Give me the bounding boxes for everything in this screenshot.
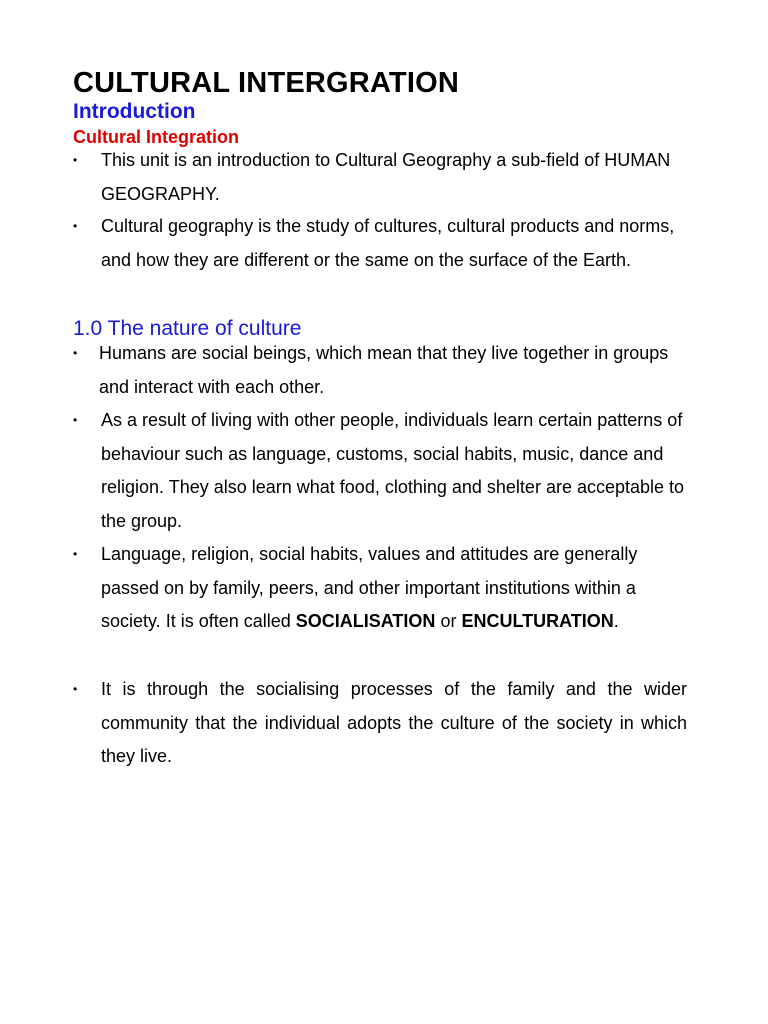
bullet-icon: • bbox=[73, 153, 78, 167]
enculturation-term: ENCULTURATION bbox=[461, 611, 614, 632]
introduction-heading: Introduction bbox=[73, 100, 196, 123]
cultural-integration-subheading: Cultural Integration bbox=[73, 127, 239, 147]
list-item-text: As a result of living with other people, individuals learn certain patterns of behaviour such as language, customs, social habits, music, dance and religion. They also learn what food, clothing and shelter are acceptable to the group. bbox=[101, 410, 685, 532]
list-item-text: Cultural geography is the study of cultures, cultural products and norms, and how they are different or the same on the surface of the Earth. bbox=[101, 216, 675, 270]
socialisation-term: SOCIALISATION bbox=[295, 611, 436, 632]
socialisation-text-part: or bbox=[435, 611, 462, 632]
bullet-icon: • bbox=[73, 346, 78, 360]
bullet-icon: • bbox=[73, 413, 78, 427]
list-item-text bbox=[101, 538, 667, 639]
list-item-text: Humans are social beings, which mean that they live together in groups and interact with each other. bbox=[99, 343, 669, 397]
socialisation-text-part: Language, religion, social habits, values and attitudes are generally passed on by family, peers, and other important institutions within a society. It is often called bbox=[101, 544, 638, 632]
bullet-icon: • bbox=[73, 219, 78, 233]
list-item-text: This unit is an introduction to Cultural Geography a sub-field of HUMAN GEOGRAPHY. bbox=[101, 150, 671, 204]
bullet-icon: • bbox=[73, 682, 78, 696]
section-heading: 1.0 The nature of culture bbox=[73, 317, 302, 340]
socialisation-text-part: . bbox=[613, 611, 619, 632]
list-item-text: It is through the socialising processes of the family and the wider community that the individual adopts the culture of the society in which they live. bbox=[101, 679, 687, 767]
bullet-icon: • bbox=[73, 547, 78, 561]
document-title: CULTURAL INTERGRATION bbox=[73, 67, 460, 99]
